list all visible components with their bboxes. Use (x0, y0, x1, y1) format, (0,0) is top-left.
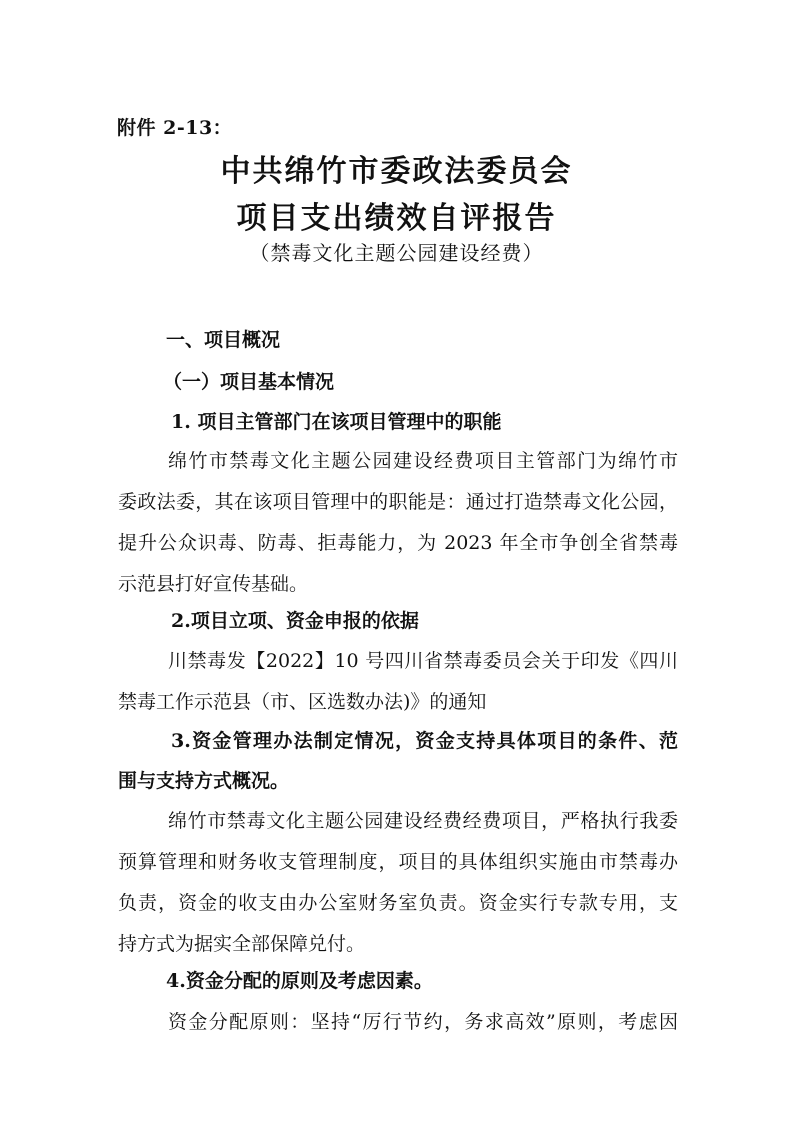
paragraph-line: 提升公众识毒、防毒、拒毒能力，为 2023 年全市争创全省禁毒 (118, 532, 678, 554)
paragraph-line: 负责，资金的收支由办公室财务室负责。资金实行专款专用，支 (118, 892, 678, 914)
report-title-line1: 中共绵竹市委政法委员会 (220, 154, 573, 189)
paragraph-line: 禁毒工作示范县（市、区选数办法)》的通知 (118, 691, 487, 713)
paragraph-line: 绵竹市禁毒文化主题公园建设经费经费项目，严格执行我委 (168, 810, 678, 832)
paragraph-line: 资金分配原则：坚持“厉行节约，务求高效”原则，考虑因 (168, 1011, 678, 1033)
paragraph-line: 持方式为据实全部保障兑付。 (118, 933, 366, 955)
section-heading-overview: 一、项目概况 (166, 329, 281, 351)
report-title-line2: 项目支出绩效自评报告 (236, 201, 557, 236)
report-subtitle: （禁毒文化主题公园建设经费） (249, 241, 544, 265)
item-heading-3: 3.资金管理办法制定情况，资金支持具体项目的条件、范 (171, 730, 678, 752)
subsection-heading-basic-info: （一）项目基本情况 (163, 371, 335, 393)
paragraph-line: 示范县打好宣传基础。 (118, 573, 309, 595)
paragraph-line: 预算管理和财务收支管理制度，项目的具体组织实施由市禁毒办 (118, 851, 678, 873)
item-heading-1: 1. 项目主管部门在该项目管理中的职能 (171, 411, 502, 433)
paragraph-line: 川禁毒发【2022】10 号四川省禁毒委员会关于印发《四川 (168, 650, 678, 672)
paragraph-line: 委政法委，其在该项目管理中的职能是：通过打造禁毒文化公园， (118, 491, 678, 513)
paragraph-line: 绵竹市禁毒文化主题公园建设经费项目主管部门为绵竹市 (168, 450, 678, 472)
attachment-label: 附件 2-13： (117, 117, 233, 139)
item-heading-3-cont: 围与支持方式概况。 (118, 770, 290, 792)
item-heading-4: 4.资金分配的原则及考虑因素。 (166, 970, 433, 992)
item-heading-2: 2.项目立项、资金申报的依据 (171, 610, 419, 632)
